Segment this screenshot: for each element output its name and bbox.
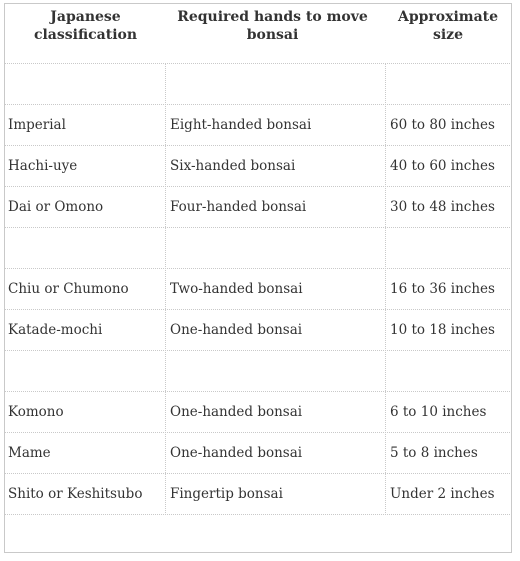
cell-classification: Chiu or Chumono: [8, 281, 129, 297]
cell-size: 10 to 18 inches: [390, 322, 495, 338]
cell-classification: Katade-mochi: [8, 322, 103, 338]
table-row: [4, 63, 510, 104]
header-classification: Japanese classification: [33, 9, 138, 43]
cell-hands: Six-handed bonsai: [170, 158, 296, 174]
table-row: [4, 145, 510, 186]
cell-size: 60 to 80 inches: [390, 117, 495, 133]
table-row: [4, 432, 510, 473]
cell-classification: Imperial: [8, 117, 66, 133]
cell-classification: Mame: [8, 445, 51, 461]
table-row: [4, 309, 510, 350]
cell-size: 30 to 48 inches: [390, 199, 495, 215]
table-row: [4, 514, 510, 555]
table-row: [4, 227, 510, 268]
cell-size: 5 to 8 inches: [390, 445, 478, 461]
table-row: [4, 391, 510, 432]
header-required-hands: Required hands to move bonsai: [177, 9, 368, 43]
cell-hands: Fingertip bonsai: [170, 486, 283, 502]
table-row: [4, 473, 510, 514]
cell-classification: Shito or Keshitsubo: [8, 486, 143, 502]
cell-classification: Dai or Omono: [8, 199, 104, 215]
cell-hands: One-handed bonsai: [170, 445, 303, 461]
cell-size: 6 to 10 inches: [390, 404, 487, 420]
cell-hands: Two-handed bonsai: [170, 281, 303, 297]
table-row: [4, 186, 510, 227]
cell-size: Under 2 inches: [390, 486, 495, 502]
cell-classification: Hachi-uye: [8, 158, 78, 174]
header-approximate-size: Approximate size: [397, 9, 499, 43]
table-row: [4, 268, 510, 309]
cell-hands: Four-handed bonsai: [170, 199, 307, 215]
cell-hands: Eight-handed bonsai: [170, 117, 312, 133]
cell-hands: One-handed bonsai: [170, 404, 303, 420]
cell-classification: Komono: [8, 404, 64, 420]
cell-size: 16 to 36 inches: [390, 281, 495, 297]
table-row: [4, 350, 510, 391]
table-row: [4, 104, 510, 145]
cell-size: 40 to 60 inches: [390, 158, 495, 174]
cell-hands: One-handed bonsai: [170, 322, 303, 338]
